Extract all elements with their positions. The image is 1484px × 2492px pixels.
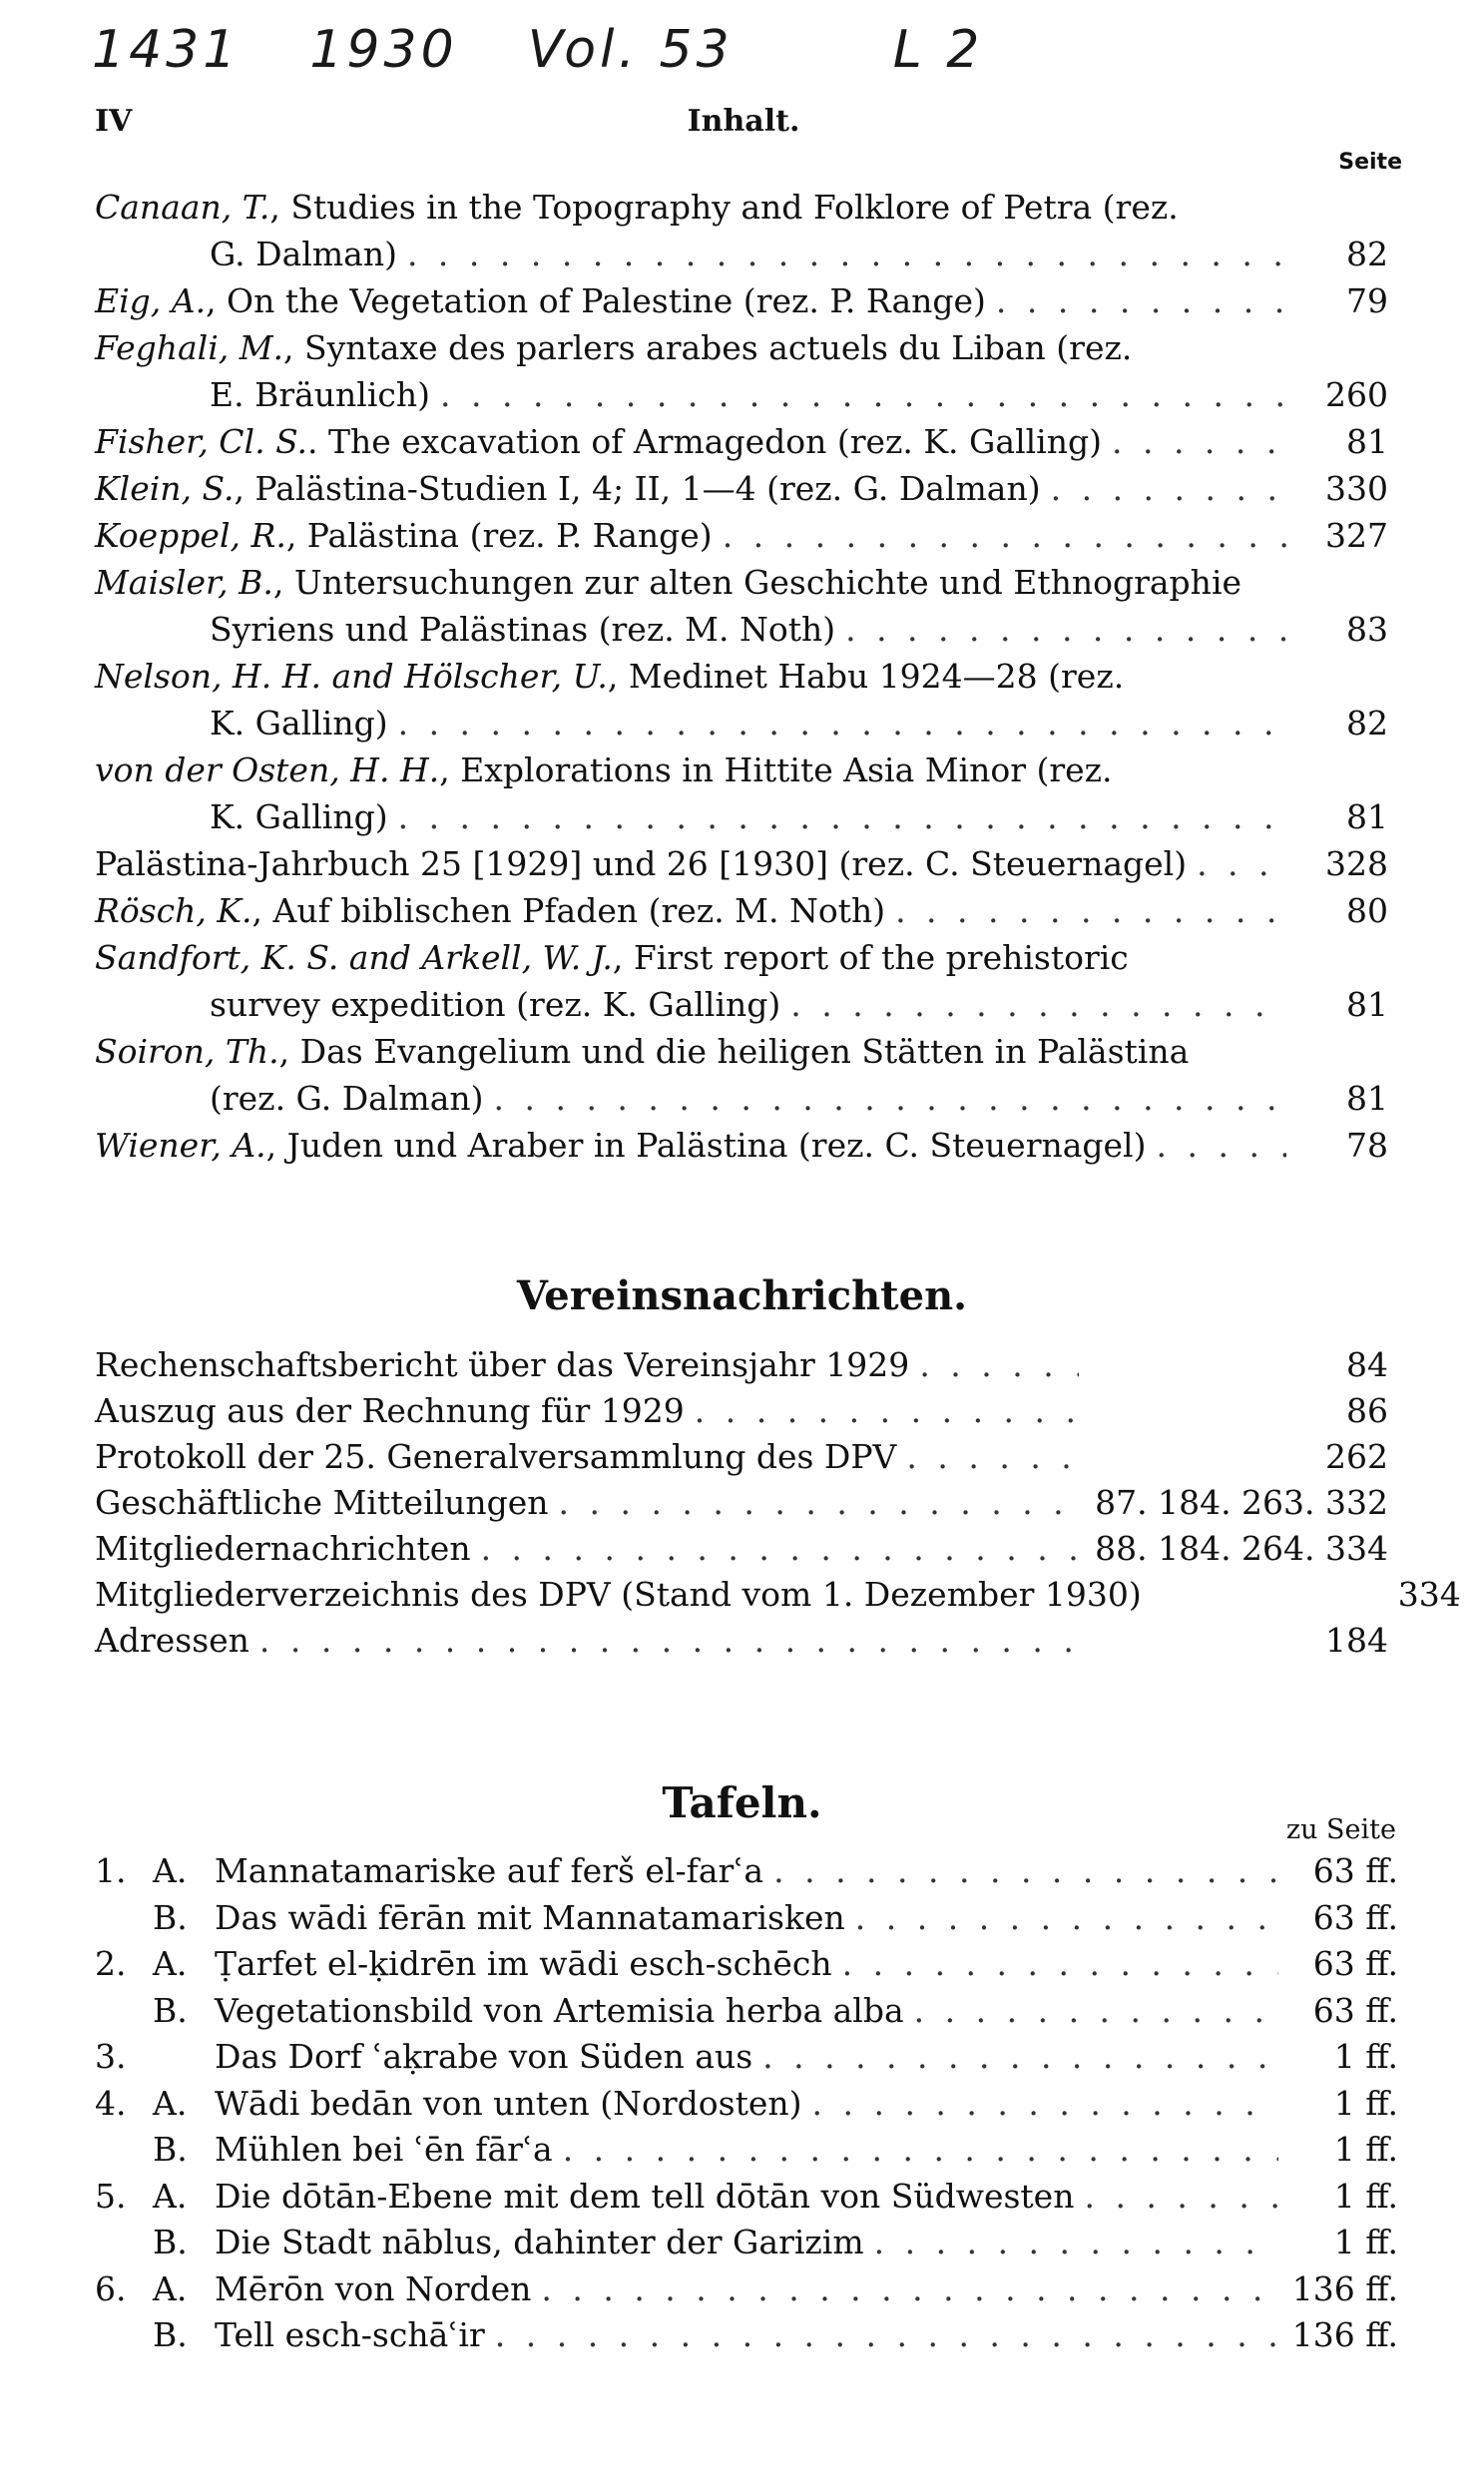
review-title-cont: (rez. G. Dalman) bbox=[210, 1079, 484, 1118]
dot-leader bbox=[906, 1434, 1079, 1480]
tafel-number: 4. bbox=[95, 2083, 127, 2123]
dot-leader bbox=[1051, 465, 1286, 512]
review-entry bbox=[95, 1122, 1388, 1169]
tafel-letter: A. bbox=[153, 1851, 188, 1890]
dot-leader bbox=[773, 1848, 1278, 1895]
tafel-caption: Das Dorf ʿaḳrabe von Süden aus bbox=[215, 2037, 753, 2076]
review-entry bbox=[95, 324, 1388, 418]
page-ref: 79 bbox=[1346, 281, 1388, 320]
review-line bbox=[95, 606, 1388, 653]
tafel-caption: Mērōn von Norden bbox=[215, 2268, 532, 2308]
hw-volume: Vol. 53 bbox=[527, 20, 734, 80]
page-ref: 334 bbox=[1397, 1575, 1461, 1614]
tafel-item bbox=[95, 1941, 1398, 1988]
reviews-list bbox=[95, 184, 1388, 1169]
dot-leader bbox=[481, 1526, 1079, 1572]
review-entry bbox=[95, 934, 1388, 1028]
dot-leader bbox=[1112, 418, 1286, 465]
page-ref: 81 bbox=[1346, 985, 1388, 1024]
review-line bbox=[95, 371, 1388, 418]
review-line bbox=[95, 1028, 1388, 1075]
review-author: Fisher, Cl. S. bbox=[95, 422, 308, 461]
tafel-letter: A. bbox=[153, 1944, 188, 1983]
dot-leader bbox=[1157, 1122, 1287, 1169]
verein-item-text: Geschäftliche Mitteilungen bbox=[95, 1483, 549, 1522]
verein-item bbox=[95, 1480, 1388, 1526]
page-ref: 262 bbox=[1325, 1437, 1388, 1476]
tafel-number: 2. bbox=[95, 1944, 127, 1983]
review-line bbox=[95, 700, 1388, 747]
column-label-zu-seite: zu Seite bbox=[1285, 1814, 1396, 1845]
dot-leader bbox=[845, 606, 1286, 653]
review-title: , Studies in the Topography and Folklore of Petra (rez. bbox=[269, 188, 1179, 227]
verein-item-text: Rechenschaftsbericht über das Vereinsjahr 1929 bbox=[95, 1345, 910, 1384]
page-ref: 63 ff. bbox=[1312, 1990, 1398, 2030]
review-author: Wiener, A. bbox=[95, 1126, 266, 1165]
review-entry bbox=[95, 418, 1388, 465]
dot-leader bbox=[1084, 2174, 1278, 2221]
dot-leader bbox=[398, 793, 1286, 840]
verein-item-text: Auszug aus der Rechnung für 1929 bbox=[95, 1391, 685, 1430]
dot-leader bbox=[762, 2034, 1278, 2081]
tafel-letter: B. bbox=[153, 1990, 188, 2030]
page-ref: 80 bbox=[1346, 891, 1388, 930]
hw-code: L 2 bbox=[892, 20, 984, 80]
review-author: Rösch, K. bbox=[95, 891, 252, 930]
tafel-caption: Das wādi fērān mit Mannatamarisken bbox=[215, 1897, 845, 1937]
review-entry bbox=[95, 653, 1388, 747]
review-title: , Syntaxe des parlers arabes actuels du Liban (rez. bbox=[283, 328, 1133, 367]
tafel-letter: B. bbox=[153, 2223, 188, 2261]
page-ref: 184 bbox=[1325, 1621, 1388, 1660]
review-author: Eig, A. bbox=[95, 281, 207, 320]
verein-item bbox=[95, 1618, 1388, 1664]
verein-item-text: Mitgliedernachrichten bbox=[95, 1529, 471, 1568]
page-ref: 81 bbox=[1346, 422, 1388, 461]
review-author: von der Osten, H. H. bbox=[95, 750, 440, 789]
tafel-number: 1. bbox=[95, 1851, 127, 1890]
review-line bbox=[95, 277, 1388, 324]
review-entry bbox=[95, 277, 1388, 324]
dot-leader bbox=[440, 371, 1286, 418]
review-entry bbox=[95, 184, 1388, 277]
tafel-item bbox=[95, 2034, 1398, 2081]
dot-leader bbox=[790, 981, 1286, 1028]
review-title: , Palästina (rez. P. Range) bbox=[285, 516, 713, 555]
review-line bbox=[95, 747, 1388, 793]
page-ref: 78 bbox=[1346, 1126, 1388, 1165]
dot-leader bbox=[541, 2266, 1278, 2313]
review-title-cont: K. Galling) bbox=[210, 704, 388, 743]
review-line bbox=[95, 934, 1388, 981]
dot-leader bbox=[919, 1342, 1079, 1388]
review-author: Canaan, T. bbox=[95, 188, 270, 227]
page-ref: 63 ff. bbox=[1312, 1944, 1398, 1983]
dot-leader bbox=[559, 1480, 1080, 1526]
dot-leader bbox=[842, 1941, 1278, 1988]
page-ref: 327 bbox=[1325, 516, 1388, 555]
page-ref: 87. 184. 263. 332 bbox=[1095, 1483, 1388, 1522]
page-ref: 82 bbox=[1346, 704, 1388, 743]
review-title: , Juden und Araber in Palästina (rez. C. Steuernagel) bbox=[265, 1126, 1147, 1165]
tafel-number: 3. bbox=[95, 2037, 127, 2076]
review-line bbox=[95, 418, 1388, 465]
review-author: Sandfort, K. S. and Arkell, W. J. bbox=[95, 938, 613, 977]
review-title: . The excavation of Armagedon (rez. K. Galling) bbox=[307, 422, 1102, 461]
tafel-letter: A. bbox=[153, 2176, 188, 2216]
dot-leader bbox=[855, 1895, 1278, 1942]
dot-leader bbox=[874, 2220, 1278, 2266]
tafel-letter: B. bbox=[153, 2130, 188, 2169]
page-ref: 84 bbox=[1346, 1345, 1388, 1384]
review-title: , Auf biblischen Pfaden (rez. M. Noth) bbox=[251, 891, 886, 930]
tafel-item bbox=[95, 2081, 1398, 2128]
page-ref: 330 bbox=[1325, 469, 1388, 508]
review-line bbox=[95, 840, 1388, 887]
dot-leader bbox=[495, 2312, 1278, 2359]
page-ref: 81 bbox=[1346, 1079, 1388, 1118]
page-ref: 328 bbox=[1325, 844, 1388, 883]
tafel-item bbox=[95, 2220, 1398, 2266]
review-line bbox=[95, 1075, 1388, 1122]
page-ref: 136 ff. bbox=[1291, 2268, 1398, 2308]
review-line bbox=[95, 184, 1388, 231]
review-line bbox=[95, 887, 1388, 934]
page-ref: 63 ff. bbox=[1312, 1851, 1398, 1890]
tafel-item bbox=[95, 2174, 1398, 2221]
dot-leader bbox=[407, 231, 1286, 277]
page-ref: 63 ff. bbox=[1312, 1897, 1398, 1937]
page-ref: 260 bbox=[1325, 375, 1388, 414]
verein-item bbox=[95, 1388, 1388, 1434]
verein-item bbox=[95, 1434, 1388, 1480]
review-author: Klein, S. bbox=[95, 469, 235, 508]
tafel-caption: Mannatamariske auf ferš el-farʿa bbox=[215, 1851, 764, 1890]
hw-year: 1930 bbox=[309, 20, 458, 80]
verein-item-text: Mitgliederverzeichnis des DPV (Stand vom 1. Dezember 1930) bbox=[95, 1575, 1142, 1614]
review-title-cont: G. Dalman) bbox=[210, 235, 397, 273]
review-author: Feghali, M. bbox=[95, 328, 284, 367]
handwritten-shelfmark bbox=[92, 20, 1053, 80]
page-ref: 1 ff. bbox=[1333, 2176, 1398, 2216]
dot-leader bbox=[812, 2081, 1279, 2128]
vereinsnachrichten-heading: Vereinsnachrichten. bbox=[516, 1272, 968, 1319]
verein-item-text: Protokoll der 25. Generalversammlung des DPV bbox=[95, 1437, 897, 1476]
review-line bbox=[95, 465, 1388, 512]
tafel-item bbox=[95, 1895, 1398, 1942]
page-ref: 81 bbox=[1346, 797, 1388, 836]
review-line bbox=[95, 981, 1388, 1028]
dot-leader bbox=[914, 1988, 1278, 2035]
review-line bbox=[95, 324, 1388, 371]
review-author: Nelson, H. H. and Hölscher, U. bbox=[95, 657, 608, 696]
tafel-letter: A. bbox=[153, 2083, 188, 2123]
review-title-cont: E. Bräunlich) bbox=[210, 375, 430, 414]
review-title: , Untersuchungen zur alten Geschichte und Ethnographie bbox=[272, 563, 1242, 602]
tafel-number: 5. bbox=[95, 2176, 127, 2216]
dot-leader bbox=[398, 700, 1286, 747]
dot-leader bbox=[563, 2127, 1278, 2174]
dot-leader bbox=[895, 887, 1286, 934]
tafel-letter: B. bbox=[153, 1897, 188, 1937]
tafeln-list bbox=[95, 1848, 1398, 2359]
page-ref: 1 ff. bbox=[1333, 2037, 1398, 2076]
tafel-number: 6. bbox=[95, 2268, 127, 2308]
page-title: Inhalt. bbox=[687, 104, 800, 139]
review-entry bbox=[95, 465, 1388, 512]
tafel-caption: Wādi bedān von unten (Nordosten) bbox=[215, 2083, 802, 2123]
verein-item bbox=[95, 1342, 1388, 1388]
dot-leader bbox=[996, 277, 1286, 324]
review-title: , Explorations in Hittite Asia Minor (rez. bbox=[439, 750, 1113, 789]
tafel-caption: Mühlen bei ʿēn fārʿa bbox=[215, 2130, 553, 2169]
page-ref: 1 ff. bbox=[1333, 2083, 1398, 2123]
vereinsnachrichten-list bbox=[95, 1342, 1461, 1664]
review-title: , Palästina-Studien I, 4; II, 1—4 (rez. G. Dalman) bbox=[234, 469, 1041, 508]
tafel-caption: Ṭarfet el-ḳidrēn im wādi esch-schēch bbox=[215, 1944, 832, 1983]
page-ref: 136 ff. bbox=[1291, 2315, 1398, 2354]
page-ref: 1 ff. bbox=[1333, 2223, 1398, 2261]
tafel-caption: Die dōtān-Ebene mit dem tell dōtān von Südwesten bbox=[215, 2176, 1075, 2216]
hw-number: 1431 bbox=[92, 20, 241, 80]
review-title: , Medinet Habu 1924—28 (rez. bbox=[607, 657, 1125, 696]
review-line bbox=[95, 559, 1388, 606]
dot-leader bbox=[494, 1075, 1287, 1122]
page-ref: 88. 184. 264. 334 bbox=[1095, 1529, 1388, 1568]
review-title-cont: K. Galling) bbox=[210, 797, 388, 836]
page-number: IV bbox=[95, 104, 133, 139]
review-title-cont: Syriens und Palästinas (rez. M. Noth) bbox=[210, 610, 836, 649]
verein-item bbox=[95, 1526, 1388, 1572]
dot-leader bbox=[695, 1388, 1079, 1434]
review-line bbox=[95, 653, 1388, 700]
review-line bbox=[95, 231, 1388, 277]
tafel-item bbox=[95, 2312, 1398, 2359]
review-line bbox=[95, 1122, 1388, 1169]
page-ref: 1 ff. bbox=[1333, 2130, 1398, 2169]
review-title: , Das Evangelium und die heiligen Stätten in Palästina bbox=[278, 1032, 1190, 1071]
column-label-seite: Seite bbox=[1338, 150, 1402, 175]
review-entry bbox=[95, 887, 1388, 934]
verein-item bbox=[95, 1572, 1461, 1618]
review-title: Palästina-Jahrbuch 25 [1929] und 26 [1930] (rez. C. Steuernagel) bbox=[95, 844, 1188, 883]
tafel-item bbox=[95, 1988, 1398, 2035]
review-entry bbox=[95, 512, 1388, 559]
tafel-caption: Tell esch-schāʿir bbox=[215, 2315, 485, 2354]
dot-leader bbox=[723, 512, 1286, 559]
page-ref: 82 bbox=[1346, 235, 1388, 273]
review-author: Koeppel, R. bbox=[95, 516, 286, 555]
tafeln-heading: Tafeln. bbox=[662, 1778, 822, 1827]
review-entry bbox=[95, 559, 1388, 653]
dot-leader bbox=[1197, 840, 1286, 887]
dot-leader bbox=[259, 1618, 1079, 1664]
verein-item-text: Adressen bbox=[95, 1621, 249, 1660]
tafel-item bbox=[95, 2266, 1398, 2313]
review-title: , First report of the prehistoric bbox=[612, 938, 1129, 977]
review-title: , On the Vegetation of Palestine (rez. P. Range) bbox=[206, 281, 986, 320]
tafel-letter: B. bbox=[153, 2315, 188, 2354]
tafel-item bbox=[95, 2127, 1398, 2174]
tafel-letter: A. bbox=[153, 2268, 188, 2308]
review-line bbox=[95, 793, 1388, 840]
page-ref: 83 bbox=[1346, 610, 1388, 649]
review-line bbox=[95, 512, 1388, 559]
review-entry bbox=[95, 1028, 1388, 1122]
review-entry bbox=[95, 747, 1388, 840]
review-entry bbox=[95, 840, 1388, 887]
review-title-cont: survey expedition (rez. K. Galling) bbox=[210, 985, 781, 1024]
review-author: Soiron, Th. bbox=[95, 1032, 279, 1071]
tafel-item bbox=[95, 1848, 1398, 1895]
running-head bbox=[95, 104, 1392, 144]
review-author: Maisler, B. bbox=[95, 563, 273, 602]
tafel-caption: Vegetationsbild von Artemisia herba alba bbox=[215, 1990, 904, 2030]
tafel-caption: Die Stadt nāblus, dahinter der Garizim bbox=[215, 2223, 864, 2261]
page-ref: 86 bbox=[1346, 1391, 1388, 1430]
